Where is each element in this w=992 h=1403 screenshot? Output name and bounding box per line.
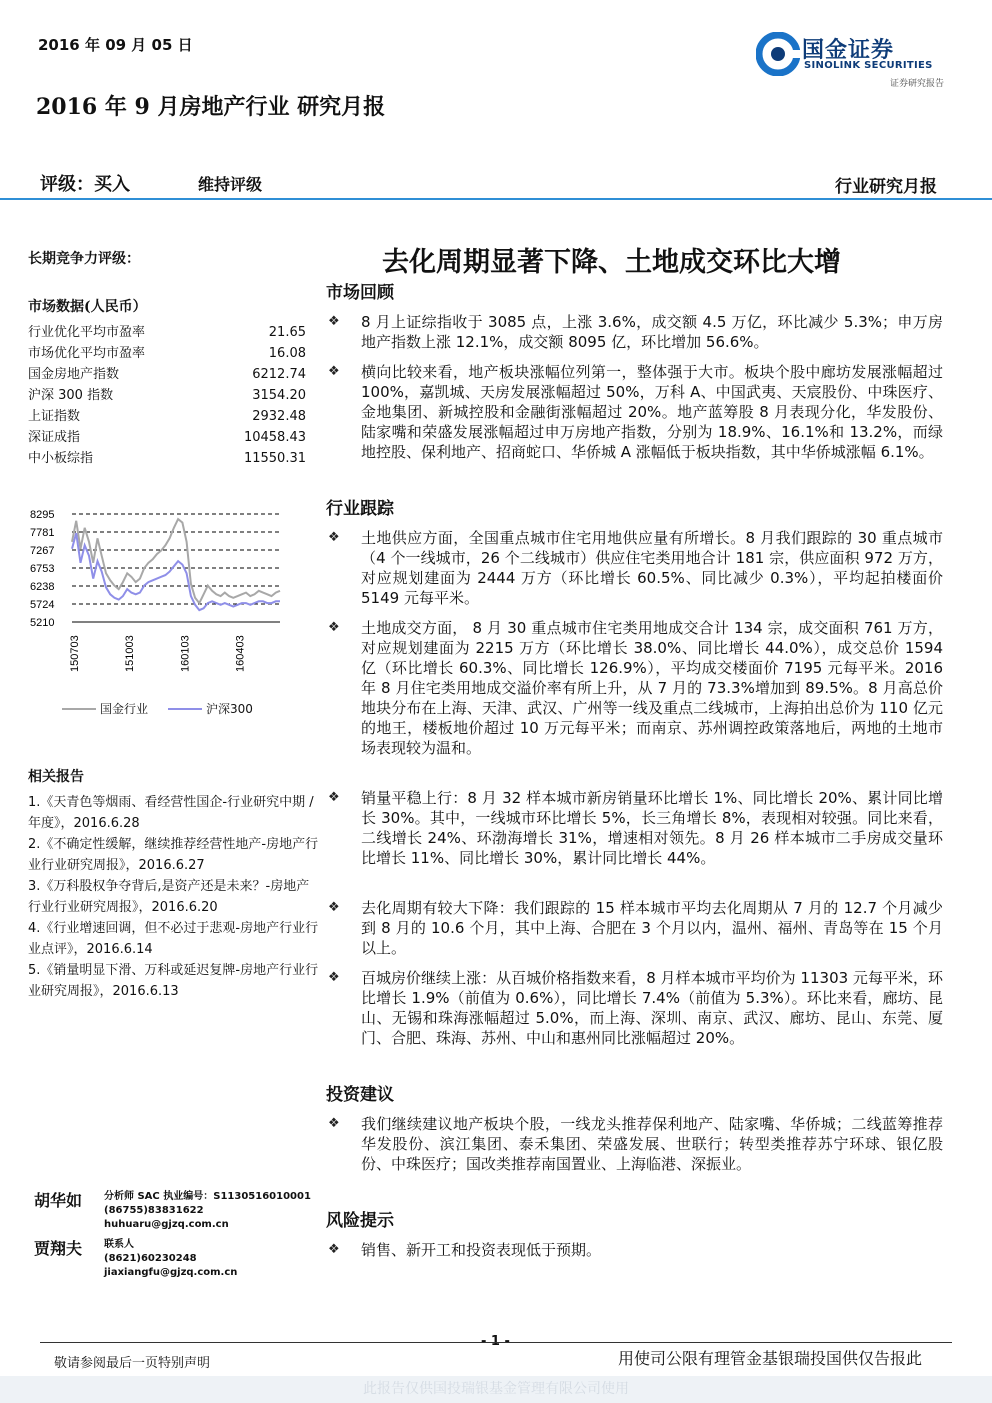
market-data-value: 11550.31 — [243, 451, 306, 466]
market-data-label: 中小板综指 — [28, 451, 94, 466]
rating-note: 维持评级 — [198, 175, 263, 194]
bullet-text: 土地成交方面， 8 月 30 重点城市住宅类用地成交合计 134 宗，成交面积 761 万方，对应规划建面为 2215 万方（环比增长 38.0%、同比增长 44.0%），成交总价 1594 亿（环比增长 60.3%、同比增长 126.9%），平均成交楼面价 7195 元每平米。2016 年 8 月住宅类用地成交溢价率有所上升，从 7 月的 73.3%增加到 89.5%。8 月高总价地块分布在上海、天津、武汉、广州等一线及重点二线城市，上海拍出总价为 110 亿元的地王，楼板地价超过 10 万元每平米；而南京、苏州调控政策落地后，两地的土地市场表现较为温和。 — [361, 619, 943, 757]
related-report-item[interactable]: 1.《天青色等烟雨、看经营性国企-行业研究中期 / 年度》，2016.6.28 — [28, 795, 314, 831]
y-tick-label: 5210 — [30, 617, 55, 629]
logo-emblem-icon — [756, 32, 800, 76]
diamond-bullet-icon: ❖ — [328, 900, 340, 915]
diamond-bullet-icon: ❖ — [328, 364, 340, 379]
diamond-bullet-icon: ❖ — [328, 620, 340, 635]
analyst-name: 贾翔夫 — [34, 1239, 83, 1258]
analyst-title: 联系人 — [104, 1239, 134, 1250]
legend-line-swatch — [168, 708, 202, 710]
y-tick-label: 7267 — [30, 544, 55, 557]
analyst-info — [104, 1238, 324, 1280]
market-data-value: 2932.48 — [252, 409, 306, 424]
y-tick-label: 7781 — [30, 526, 55, 539]
legend-item — [168, 700, 253, 717]
section-industry-tracking — [326, 494, 946, 519]
market-data-table — [28, 322, 306, 469]
related-report-item[interactable]: 3.《万科股权争夺背后,是资产还是未来？-房地产行业行业研究周报》，2016.6.20 — [28, 879, 310, 915]
diamond-bullet-icon: ❖ — [328, 530, 340, 545]
y-tick-label: 8295 — [30, 509, 55, 521]
watermark: 此报告仅供国投瑞银基金管理有限公司使用 — [0, 1376, 992, 1403]
series-line-hs300 — [72, 533, 280, 610]
bullet-text: 土地供应方面，全国重点城市住宅用地供应量有所增长。8 月我们跟踪的 30 重点城市（4 个一线城市，26 个二线城市）供应住宅类用地合计 181 宗，供应面积 972 万方，对应规划建面为 2444 万方（环比增长 60.5%、同比减少 0.3%），平均起拍楼面价 5149 元每平米。 — [361, 529, 943, 607]
related-reports — [28, 766, 320, 1002]
bullet-text: 百城房价继续上涨：从百城价格指数来看，8 月样本城市平均价为 11303 元每平米，环比增长 1.9%（前值为 0.6%），同比增长 7.4%（前值为 5.3%）。环比来看，廊坊、昆山、无锡和珠海涨幅超过 5.0%，而上海、深圳、南京、武汉、廊坊、昆山、东莞、厦门、合肥、珠海、苏州、中山和惠州同比涨幅超过 20%。 — [361, 969, 943, 1047]
section-investment-advice — [326, 1080, 946, 1105]
bullet-text: 销量平稳上行：8 月 32 样本城市新房销量环比增长 1%、同比增长 20%、累计同比增长 30%。其中，一线城市环比增长 5%，长三角增长 8%，表现相对较强。同比来看，二线增长 24%、环渤海增长 31%，增速相对领先。8 月 26 样本城市二手房成交量环比增长 11%、同比增长 30%，累计同比增长 44%。 — [361, 789, 943, 867]
diamond-bullet-icon: ❖ — [328, 1242, 340, 1257]
x-tick-label: 160103 — [179, 635, 192, 672]
chart-legend — [62, 700, 253, 717]
x-tick-label: 150703 — [69, 635, 81, 672]
headline: 去化周期显著下降、土地成交环比大增 — [382, 247, 841, 278]
report-date: 2016 年 09 月 05 日 — [38, 36, 193, 54]
legend-label: 国金行业 — [100, 702, 149, 716]
bullet-text: 8 月上证综指收于 3085 点，上涨 3.6%，成交额 4.5 万亿，环比减少 5.3%；申万房地产指数上涨 12.1%，成交额 8095 亿，环比增加 56.6%。 — [361, 313, 943, 351]
market-data-row — [28, 385, 306, 406]
market-data-row — [28, 427, 306, 448]
long-term-rating-label: 长期竞争力评级： — [28, 251, 140, 267]
bullet-text: 我们继续建议地产板块个股，一线龙头推荐保利地产、陆家嘴、华侨城；二线蓝筹推荐华发股份、滨江集团、泰禾集团、荣盛发展、世联行；转型类推荐苏宁环球、银亿股份、中珠医疗；国改类推荐南国置业、上海临港、深振业。 — [361, 1115, 943, 1173]
market-data — [28, 296, 306, 469]
diamond-bullet-icon: ❖ — [328, 1116, 340, 1131]
analyst-phone: (8621)60230248 — [104, 1253, 197, 1264]
market-data-row — [28, 322, 306, 343]
footer-divider — [40, 1342, 952, 1343]
logo-name: 国金证券 — [802, 38, 895, 63]
section-title: 投资建议 — [326, 1085, 394, 1105]
market-data-label: 上证指数 — [28, 409, 81, 424]
market-data-label: 深证成指 — [28, 430, 81, 445]
market-data-row — [28, 448, 306, 469]
section-risk-warning — [326, 1206, 946, 1231]
legend-line-swatch — [62, 708, 96, 710]
footer-license-note: 用使司公限有理管金基银瑞投国供仅告报此 — [618, 1349, 923, 1368]
y-tick-label: 6753 — [30, 562, 55, 575]
related-reports-title: 相关报告 — [28, 769, 84, 785]
related-report-item[interactable]: 5.《销量明显下滑、万科或延迟复牌-房地产行业行业研究周报》，2016.6.13 — [28, 963, 319, 999]
diamond-bullet-icon: ❖ — [328, 314, 340, 329]
market-data-value: 6212.74 — [252, 367, 306, 382]
market-data-label: 国金房地产指数 — [28, 367, 120, 382]
market-data-value: 3154.20 — [252, 388, 306, 403]
y-tick-label: 6238 — [30, 581, 55, 594]
legend-label: 沪深300 — [206, 702, 253, 716]
x-tick-label: 151003 — [124, 635, 137, 672]
related-report-item[interactable]: 2.《不确定性缓解，继续推荐经营性地产-房地产行业行业研究周报》，2016.6.27 — [28, 837, 319, 873]
index-line-chart — [28, 502, 308, 722]
market-data-label: 沪深 300 指数 — [28, 388, 114, 403]
bullet-text: 横向比较来看，地产板块涨幅位列第一，整体强于大市。板块个股中廊坊发展涨幅超过 100%，嘉凯城、天房发展涨幅超过 50%，万科 A、中国武夷、天宸股份、中珠医疗、金地集团、新城控股和金融街涨幅超过 20%。地产蓝筹股 8 月表现分化，华发股份、陆家嘴和荣盛发展涨幅超过申万房地产指数，分别为 18.9%、16.1%和 13.2%，而绿地控股、保利地产、招商蛇口、华侨城 A 涨幅低于板块指数，其中华侨城涨幅 6.1%。 — [361, 363, 943, 461]
section-market-review — [326, 278, 946, 303]
rating-bar — [0, 160, 992, 200]
section-title: 市场回顾 — [326, 283, 394, 303]
market-data-row — [28, 343, 306, 364]
bullet-text: 销售、新开工和投资表现低于预期。 — [361, 1241, 602, 1259]
report-type: 行业研究月报 — [835, 177, 937, 197]
market-data-label: 行业优化平均市盈率 — [28, 325, 146, 340]
rating-label: 评级：买入 — [40, 174, 130, 195]
market-data-value: 21.65 — [268, 325, 306, 340]
diamond-bullet-icon: ❖ — [328, 970, 340, 985]
report-title: 2016 年 9 月房地产行业 研究月报 — [36, 94, 386, 120]
logo-en-name: SINOLINK SECURITIES — [804, 60, 933, 71]
market-data-value: 10458.43 — [243, 430, 306, 445]
x-tick-label: 160403 — [234, 635, 247, 672]
section-title: 行业跟踪 — [326, 499, 394, 519]
y-tick-label: 5724 — [30, 599, 55, 612]
market-data-label: 市场优化平均市盈率 — [28, 346, 146, 361]
analyst-info — [104, 1190, 324, 1232]
analyst-name: 胡华如 — [34, 1191, 83, 1210]
market-data-row — [28, 406, 306, 427]
bullet-text: 去化周期有较大下降：我们跟踪的 15 样本城市平均去化周期从 7 月的 12.7 个月减少到 8 月的 10.6 个月，其中上海、合肥在 3 个月以内，温州、福州、青岛等在 15 个月以上。 — [361, 899, 943, 957]
company-logo — [756, 30, 946, 90]
related-report-item[interactable]: 4.《行业增速回调，但不必过于悲观-房地产行业行业点评》，2016.6.14 — [28, 921, 319, 957]
page-number: - 1 - — [481, 1334, 510, 1349]
footer-disclaimer: 敬请参阅最后一页特别声明 — [54, 1356, 211, 1371]
analyst-email[interactable]: huhuaru@gjzq.com.cn — [104, 1219, 229, 1230]
logo-subtitle: 证券研究报告 — [889, 79, 944, 89]
analyst-title: 分析师 SAC 执业编号：S1130516010001 — [104, 1191, 311, 1202]
diamond-bullet-icon: ❖ — [328, 790, 340, 805]
market-data-row — [28, 364, 306, 385]
market-data-value: 16.08 — [268, 346, 306, 361]
analyst-email[interactable]: jiaxiangfu@gjzq.com.cn — [104, 1267, 238, 1278]
analyst-phone: (86755)83831622 — [104, 1205, 204, 1216]
market-data-title: 市场数据(人民币） — [28, 299, 147, 315]
section-title: 风险提示 — [326, 1211, 394, 1231]
legend-item — [62, 700, 148, 717]
